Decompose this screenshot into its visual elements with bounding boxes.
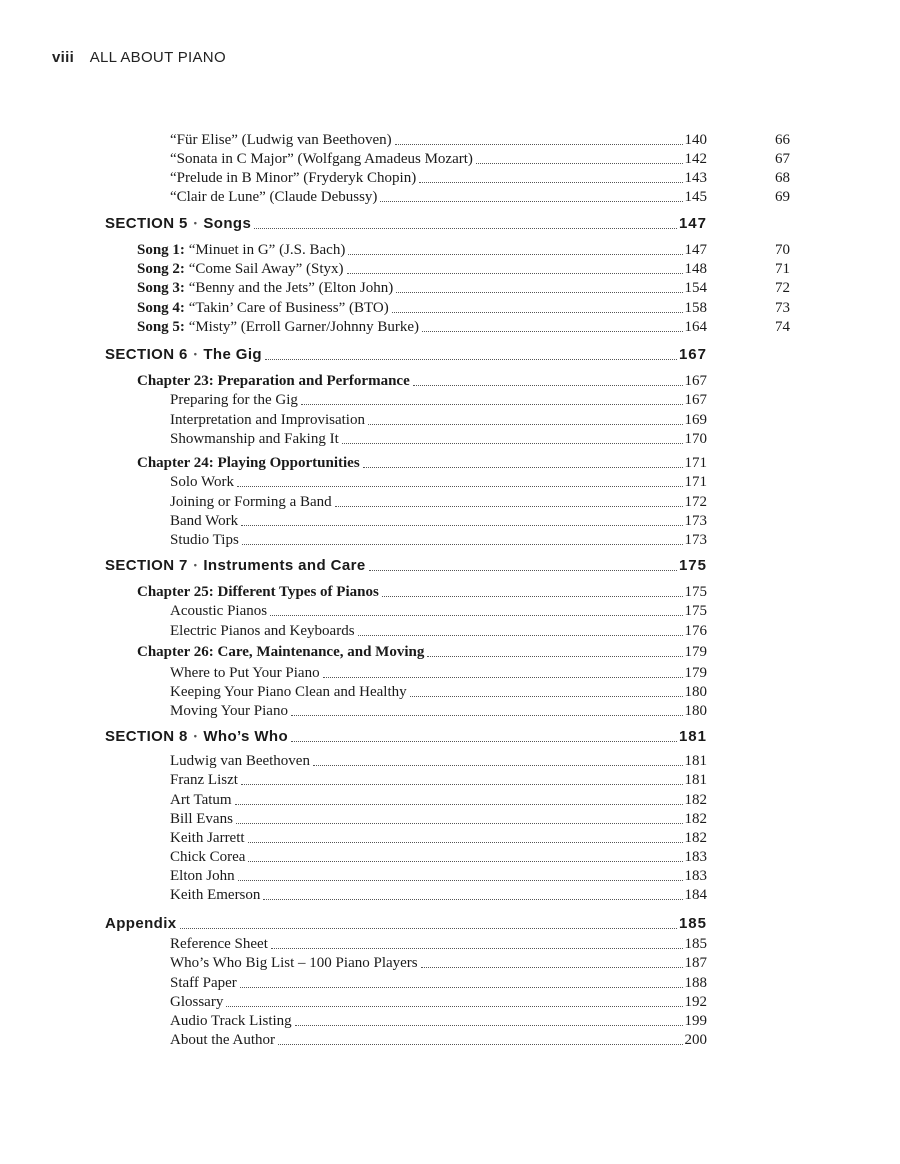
song-number: Song 5: xyxy=(137,319,185,335)
track-number: 74 xyxy=(775,319,790,335)
section-title xyxy=(105,345,262,364)
page-ref: 173 xyxy=(684,532,707,548)
section-title xyxy=(105,214,251,233)
page-ref: 145 xyxy=(684,189,707,205)
bullet-icon: • xyxy=(193,731,198,741)
topic-title: Reference Sheet xyxy=(170,936,268,952)
topic-title: “Clair de Lune” (Claude Debussy) xyxy=(170,189,378,205)
dot-leader xyxy=(291,740,677,742)
page-ref: 183 xyxy=(684,868,707,884)
track-number: 73 xyxy=(775,300,790,316)
section-name: Songs xyxy=(203,215,252,232)
dot-leader xyxy=(240,986,683,988)
dot-leader xyxy=(427,655,682,657)
topic-title: Franz Liszt xyxy=(170,772,238,788)
topic-title: Keith Emerson xyxy=(170,887,261,903)
toc-entry xyxy=(105,213,707,233)
page-ref: 172 xyxy=(684,494,707,510)
page-ref: 176 xyxy=(684,623,707,639)
song-number: Song 3: xyxy=(137,280,185,296)
toc-entry xyxy=(105,555,707,575)
toc-entry xyxy=(137,641,707,661)
toc-entry xyxy=(170,1010,707,1030)
page-ref: 170 xyxy=(684,431,707,447)
toc-entry xyxy=(170,808,707,828)
book-title: ALL ABOUT PIANO xyxy=(89,49,226,66)
track-number: 67 xyxy=(775,151,790,167)
dot-leader xyxy=(363,466,683,468)
song-title xyxy=(137,260,344,278)
dot-leader xyxy=(291,714,683,716)
toc-entry xyxy=(170,148,707,168)
topic-title: “Prelude in B Minor” (Fryderyk Chopin) xyxy=(170,170,417,186)
topic-title: Audio Track Listing xyxy=(170,1013,292,1029)
toc-entry xyxy=(170,471,707,491)
page-ref: 167 xyxy=(684,373,707,389)
topic-title: Glossary xyxy=(170,994,224,1010)
topic-title: Band Work xyxy=(170,513,239,529)
page-ref: 147 xyxy=(678,215,707,232)
dot-leader xyxy=(241,524,682,526)
dot-leader xyxy=(323,676,683,678)
toc-entry xyxy=(137,316,707,336)
toc-entry xyxy=(170,167,707,187)
toc-entry xyxy=(105,913,707,933)
section-name: The Gig xyxy=(203,346,262,363)
toc-entry xyxy=(170,933,707,953)
toc-entry xyxy=(170,428,707,448)
topic-title: “Sonata in C Major” (Wolfgang Amadeus Mozart) xyxy=(170,151,473,167)
topic-title: Interpretation and Improvisation xyxy=(170,412,365,428)
topic-title: About the Author xyxy=(170,1032,275,1048)
dot-leader xyxy=(226,1005,682,1007)
toc-entry xyxy=(137,258,707,278)
page-ref: 167 xyxy=(684,392,707,408)
topic-title: Preparing for the Gig xyxy=(170,392,298,408)
track-number: 71 xyxy=(775,261,790,277)
page-ref: 184 xyxy=(684,887,707,903)
toc-entry xyxy=(170,846,707,866)
topic-title: Studio Tips xyxy=(170,532,239,548)
toc-entry xyxy=(170,529,707,549)
dot-leader xyxy=(421,966,683,968)
dot-leader xyxy=(413,384,683,386)
toc-entry xyxy=(137,239,707,259)
page-ref: 147 xyxy=(684,242,707,258)
dot-leader xyxy=(295,1024,683,1026)
page-number: viii xyxy=(52,49,75,66)
toc-entry xyxy=(170,865,707,885)
track-number: 66 xyxy=(775,132,790,148)
toc-entry xyxy=(137,277,707,297)
page-ref: 181 xyxy=(678,728,707,745)
page-ref: 182 xyxy=(684,792,707,808)
section-label: SECTION 6 xyxy=(105,346,188,363)
song-title xyxy=(137,279,393,297)
toc-entry xyxy=(137,581,707,601)
song-number: Song 1: xyxy=(137,242,185,258)
topic-title: Art Tatum xyxy=(170,792,232,808)
track-number: 70 xyxy=(775,242,790,258)
topic-title: Acoustic Pianos xyxy=(170,603,268,619)
topic-title: “Für Elise” (Ludwig van Beethoven) xyxy=(170,132,392,148)
dot-leader xyxy=(237,485,683,487)
page-ref: 148 xyxy=(684,261,707,277)
song-name: “Benny and the Jets” (Elton John) xyxy=(188,280,394,296)
dot-leader xyxy=(410,695,683,697)
bullet-icon: • xyxy=(193,218,198,228)
dot-leader xyxy=(419,181,682,183)
dot-leader xyxy=(422,330,682,332)
dot-leader xyxy=(301,403,683,405)
dot-leader xyxy=(313,764,683,766)
topic-title: Showmanship and Faking It xyxy=(170,431,339,447)
page-ref: 175 xyxy=(678,557,707,574)
song-name: “Minuet in G” (J.S. Bach) xyxy=(188,242,346,258)
topic-title: Keith Jarrett xyxy=(170,830,245,846)
topic-title: Electric Pianos and Keyboards xyxy=(170,623,355,639)
page-ref: 164 xyxy=(684,319,707,335)
topic-title: Chick Corea xyxy=(170,849,246,865)
section-label: SECTION 7 xyxy=(105,557,188,574)
page-ref: 182 xyxy=(684,811,707,827)
toc-entry xyxy=(170,491,707,511)
dot-leader xyxy=(238,879,683,881)
toc-entry xyxy=(170,750,707,770)
topic-title: Joining or Forming a Band xyxy=(170,494,332,510)
topic-title: Who’s Who Big List – 100 Piano Players xyxy=(170,955,418,971)
page-ref: 192 xyxy=(684,994,707,1010)
page-ref: 173 xyxy=(684,513,707,529)
toc-entry xyxy=(170,1029,707,1049)
dot-leader xyxy=(180,927,677,929)
dot-leader xyxy=(271,947,683,949)
dot-leader xyxy=(242,543,683,545)
dot-leader xyxy=(235,803,683,805)
page-ref: 188 xyxy=(684,975,707,991)
toc-entry xyxy=(170,884,707,904)
dot-leader xyxy=(248,841,683,843)
page-ref: 175 xyxy=(684,603,707,619)
page-ref: 180 xyxy=(684,684,707,700)
song-name: “Come Sail Away” (Styx) xyxy=(188,261,344,277)
dot-leader xyxy=(358,634,683,636)
running-header xyxy=(52,49,226,66)
toc-entry xyxy=(137,452,707,472)
dot-leader xyxy=(270,614,682,616)
dot-leader xyxy=(395,143,683,145)
dot-leader xyxy=(342,442,683,444)
page-ref: 169 xyxy=(684,412,707,428)
toc-entry xyxy=(170,827,707,847)
page-ref: 171 xyxy=(684,474,707,490)
dot-leader xyxy=(392,311,683,313)
track-number: 72 xyxy=(775,280,790,296)
song-number: Song 2: xyxy=(137,261,185,277)
section-label: Appendix xyxy=(105,915,177,932)
toc-entry xyxy=(170,389,707,409)
dot-leader xyxy=(241,783,683,785)
page-ref: 199 xyxy=(684,1013,707,1029)
toc-entry xyxy=(137,297,707,317)
page-ref: 179 xyxy=(684,644,707,660)
dot-leader xyxy=(347,272,683,274)
topic-title: Staff Paper xyxy=(170,975,237,991)
section-title xyxy=(105,556,366,575)
topic-title: Elton John xyxy=(170,868,235,884)
toc-entry xyxy=(170,789,707,809)
song-title xyxy=(137,318,419,336)
topic-title: Bill Evans xyxy=(170,811,233,827)
toc-entry xyxy=(170,769,707,789)
toc-entry xyxy=(170,600,707,620)
topic-title: Moving Your Piano xyxy=(170,703,288,719)
dot-leader xyxy=(348,253,682,255)
page-ref: 140 xyxy=(684,132,707,148)
page-ref: 143 xyxy=(684,170,707,186)
dot-leader xyxy=(265,358,677,360)
topic-title: Where to Put Your Piano xyxy=(170,665,320,681)
song-title xyxy=(137,241,345,259)
page-ref: 175 xyxy=(684,584,707,600)
dot-leader xyxy=(236,822,683,824)
toc-entry xyxy=(170,991,707,1011)
song-title xyxy=(137,299,389,317)
dot-leader xyxy=(476,162,683,164)
dot-leader xyxy=(382,595,683,597)
toc-entry xyxy=(105,344,707,364)
topic-title: Ludwig van Beethoven xyxy=(170,753,310,769)
toc-entry xyxy=(170,662,707,682)
section-title xyxy=(105,727,288,746)
dot-leader xyxy=(368,423,683,425)
section-name: Instruments and Care xyxy=(203,557,366,574)
page-ref: 171 xyxy=(684,455,707,471)
track-number: 69 xyxy=(775,189,790,205)
page-ref: 181 xyxy=(684,772,707,788)
chapter-title: Chapter 26: Care, Maintenance, and Moving xyxy=(137,644,425,660)
section-label: SECTION 5 xyxy=(105,215,188,232)
bullet-icon: • xyxy=(193,349,198,359)
section-title xyxy=(105,915,177,933)
toc-entry xyxy=(170,186,707,206)
dot-leader xyxy=(396,291,682,293)
dot-leader xyxy=(369,569,677,571)
toc-entry xyxy=(170,409,707,429)
page-ref: 142 xyxy=(684,151,707,167)
page-ref: 183 xyxy=(684,849,707,865)
song-name: “Misty” (Erroll Garner/Johnny Burke) xyxy=(188,319,420,335)
toc-entry xyxy=(170,681,707,701)
page-ref: 185 xyxy=(678,915,707,932)
page-ref: 180 xyxy=(684,703,707,719)
page-ref: 185 xyxy=(684,936,707,952)
song-name: “Takin’ Care of Business” (BTO) xyxy=(188,300,389,316)
page-ref: 179 xyxy=(684,665,707,681)
page-ref: 187 xyxy=(684,955,707,971)
dot-leader xyxy=(278,1043,683,1045)
page-ref: 181 xyxy=(684,753,707,769)
dot-leader xyxy=(263,898,682,900)
dot-leader xyxy=(254,227,677,229)
toc-entry xyxy=(170,700,707,720)
chapter-title: Chapter 25: Different Types of Pianos xyxy=(137,584,379,600)
toc-entry xyxy=(170,129,707,149)
dot-leader xyxy=(248,860,682,862)
dot-leader xyxy=(335,505,683,507)
toc-entry xyxy=(137,370,707,390)
section-name: Who’s Who xyxy=(203,728,289,745)
toc-entry xyxy=(170,620,707,640)
page-ref: 167 xyxy=(678,346,707,363)
topic-title: Keeping Your Piano Clean and Healthy xyxy=(170,684,407,700)
dot-leader xyxy=(380,200,682,202)
bullet-icon: • xyxy=(193,560,198,570)
topic-title: Solo Work xyxy=(170,474,234,490)
page-ref: 158 xyxy=(684,300,707,316)
toc-entry xyxy=(105,726,707,746)
chapter-title: Chapter 23: Preparation and Performance xyxy=(137,373,410,389)
section-label: SECTION 8 xyxy=(105,728,188,745)
toc-entry xyxy=(170,972,707,992)
page-ref: 200 xyxy=(684,1032,707,1048)
toc-entry xyxy=(170,510,707,530)
toc-entry xyxy=(170,952,707,972)
page-ref: 182 xyxy=(684,830,707,846)
chapter-title: Chapter 24: Playing Opportunities xyxy=(137,455,360,471)
track-number: 68 xyxy=(775,170,790,186)
song-number: Song 4: xyxy=(137,300,185,316)
page-ref: 154 xyxy=(684,280,707,296)
